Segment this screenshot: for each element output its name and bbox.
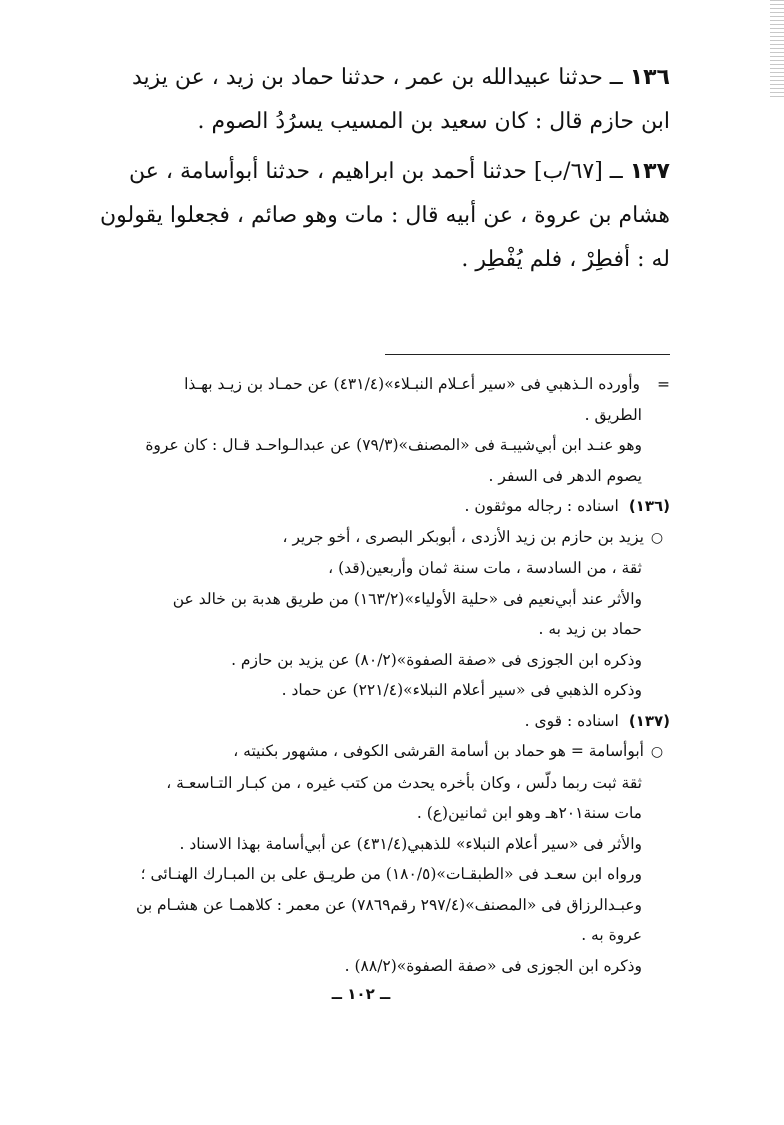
- page: [52, 56, 670, 1003]
- note-136-line-5: وذكره ابن الجوزى فى «صفة الصفوة»(٨٠/٢) عن يزيد بن حازم .: [231, 650, 642, 669]
- note-136-heading: (١٣٦)اسناده : رجاله موثقون .: [464, 497, 670, 515]
- note-continuation-line-4: يصوم الدهر فى السفر .: [488, 466, 642, 485]
- note-137-line-1: ○أبوأسامة = هو حماد بن أسامة القرشى الكوفى ، مشهور بكنيته ،: [52, 736, 670, 768]
- main-text: [52, 56, 670, 282]
- note-137-line-2: ثقة ثبت ربما دلّس ، وكان بأخره يحدث من كتب غيره ، من كبـار التـاسعـة ،: [166, 773, 642, 792]
- hadith-137-line-2: هشام بن عروة ، عن أبيه قال : مات وهو صائم ، فجعلوا يقولون: [100, 203, 670, 228]
- note-137-line-8: وذكره ابن الجوزى فى «صفة الصفوة»(٨٨/٢) .: [344, 956, 642, 975]
- footnotes: [52, 369, 670, 981]
- note-137-line-6: وعبـدالرزاق فى «المصنف»(٢٩٧/٤ رقم٧٨٦٩) عن معمر : كلاهمـا عن هشـام بن: [136, 895, 642, 914]
- bullet-circle-icon: ○: [650, 529, 664, 546]
- hadith-137: [52, 150, 670, 282]
- note-137-line-3: مات سنة٢٠١هـ وهو ابن ثمانين(ع) .: [416, 804, 642, 822]
- note-number-137: (١٣٧): [628, 711, 670, 730]
- note-137-heading: (١٣٧)اسناده : قوى .: [524, 711, 670, 730]
- note-136-line-2: ثقة ، من السادسة ، مات سنة ثمان وأربعين(قد) ،: [328, 559, 642, 577]
- note-137-line-4: والأثر فى «سير أعلام النبلاء» للذهبي(٤٣١/٤) عن أبي‌أسامة بهذا الاسناد .: [179, 834, 642, 853]
- page-number: ــ ١٠٢ ــ: [331, 985, 391, 1003]
- hadith-number-137: ١٣٧: [629, 159, 670, 184]
- hadith-136-line-1: ــ حدثنا عبيدالله بن عمر ، حدثنا حماد بن زيد ، عن يزيد: [131, 65, 623, 90]
- hadith-number-136: ١٣٦: [629, 65, 670, 90]
- note-136-line-4: حماد بن زيد به .: [538, 620, 642, 638]
- scan-edge-artifact: [770, 0, 784, 100]
- note-136-line-6: وذكره الذهبي فى «سير أعلام النبلاء»(٢٢١/٤) عن حماد .: [281, 681, 642, 699]
- note-137-line-7: عروة به .: [581, 926, 642, 944]
- note-number-136: (١٣٦): [628, 497, 670, 515]
- hadith-136-line-2: ابن حازم قال : كان سعيد بن المسيب يسرُدُ الصوم .: [197, 109, 670, 134]
- note-136-line-3: والأثر عند أبي‌نعيم فى «حلية الأولياء»(١٦٣/٢) من طريق هدبة بن خالد عن: [172, 589, 642, 608]
- note-continuation-line-1: =وأورده الـذهبي فى «سير أعـلام النبـلاء»(٤٣١/٤) عن حمـاد بن زيـد بهـذا: [52, 369, 670, 400]
- continuation-mark: =: [657, 375, 670, 393]
- note-136-line-1: ○يزيد بن حازم بن زيد الأزدى ، أبوبكر البصرى ، أخو جرير ،: [52, 522, 670, 554]
- hadith-137-line-3: له : أفطِرْ ، فلم يُفْطِر .: [461, 247, 670, 272]
- footnote-divider: [385, 354, 670, 355]
- hadith-137-line-1: ــ [٦٧/ب] حدثنا أحمد بن ابراهيم ، حدثنا أبوأسامة ، عن: [129, 159, 623, 184]
- note-137-line-5: ورواه ابن سعـد فى «الطبقـات»(١٨٠/٥) من طريـق على بن المبـارك الهنـائى ؛: [140, 865, 642, 883]
- note-continuation-line-3: وهو عنـد ابن أبي‌شيبـة فى «المصنف»(٧٩/٣) عن عبدالـواحـد قـال : كان عروة: [145, 436, 642, 454]
- note-continuation-line-2: الطريق .: [584, 405, 642, 424]
- hadith-136: [52, 56, 670, 144]
- bullet-circle-icon: ○: [650, 744, 664, 760]
